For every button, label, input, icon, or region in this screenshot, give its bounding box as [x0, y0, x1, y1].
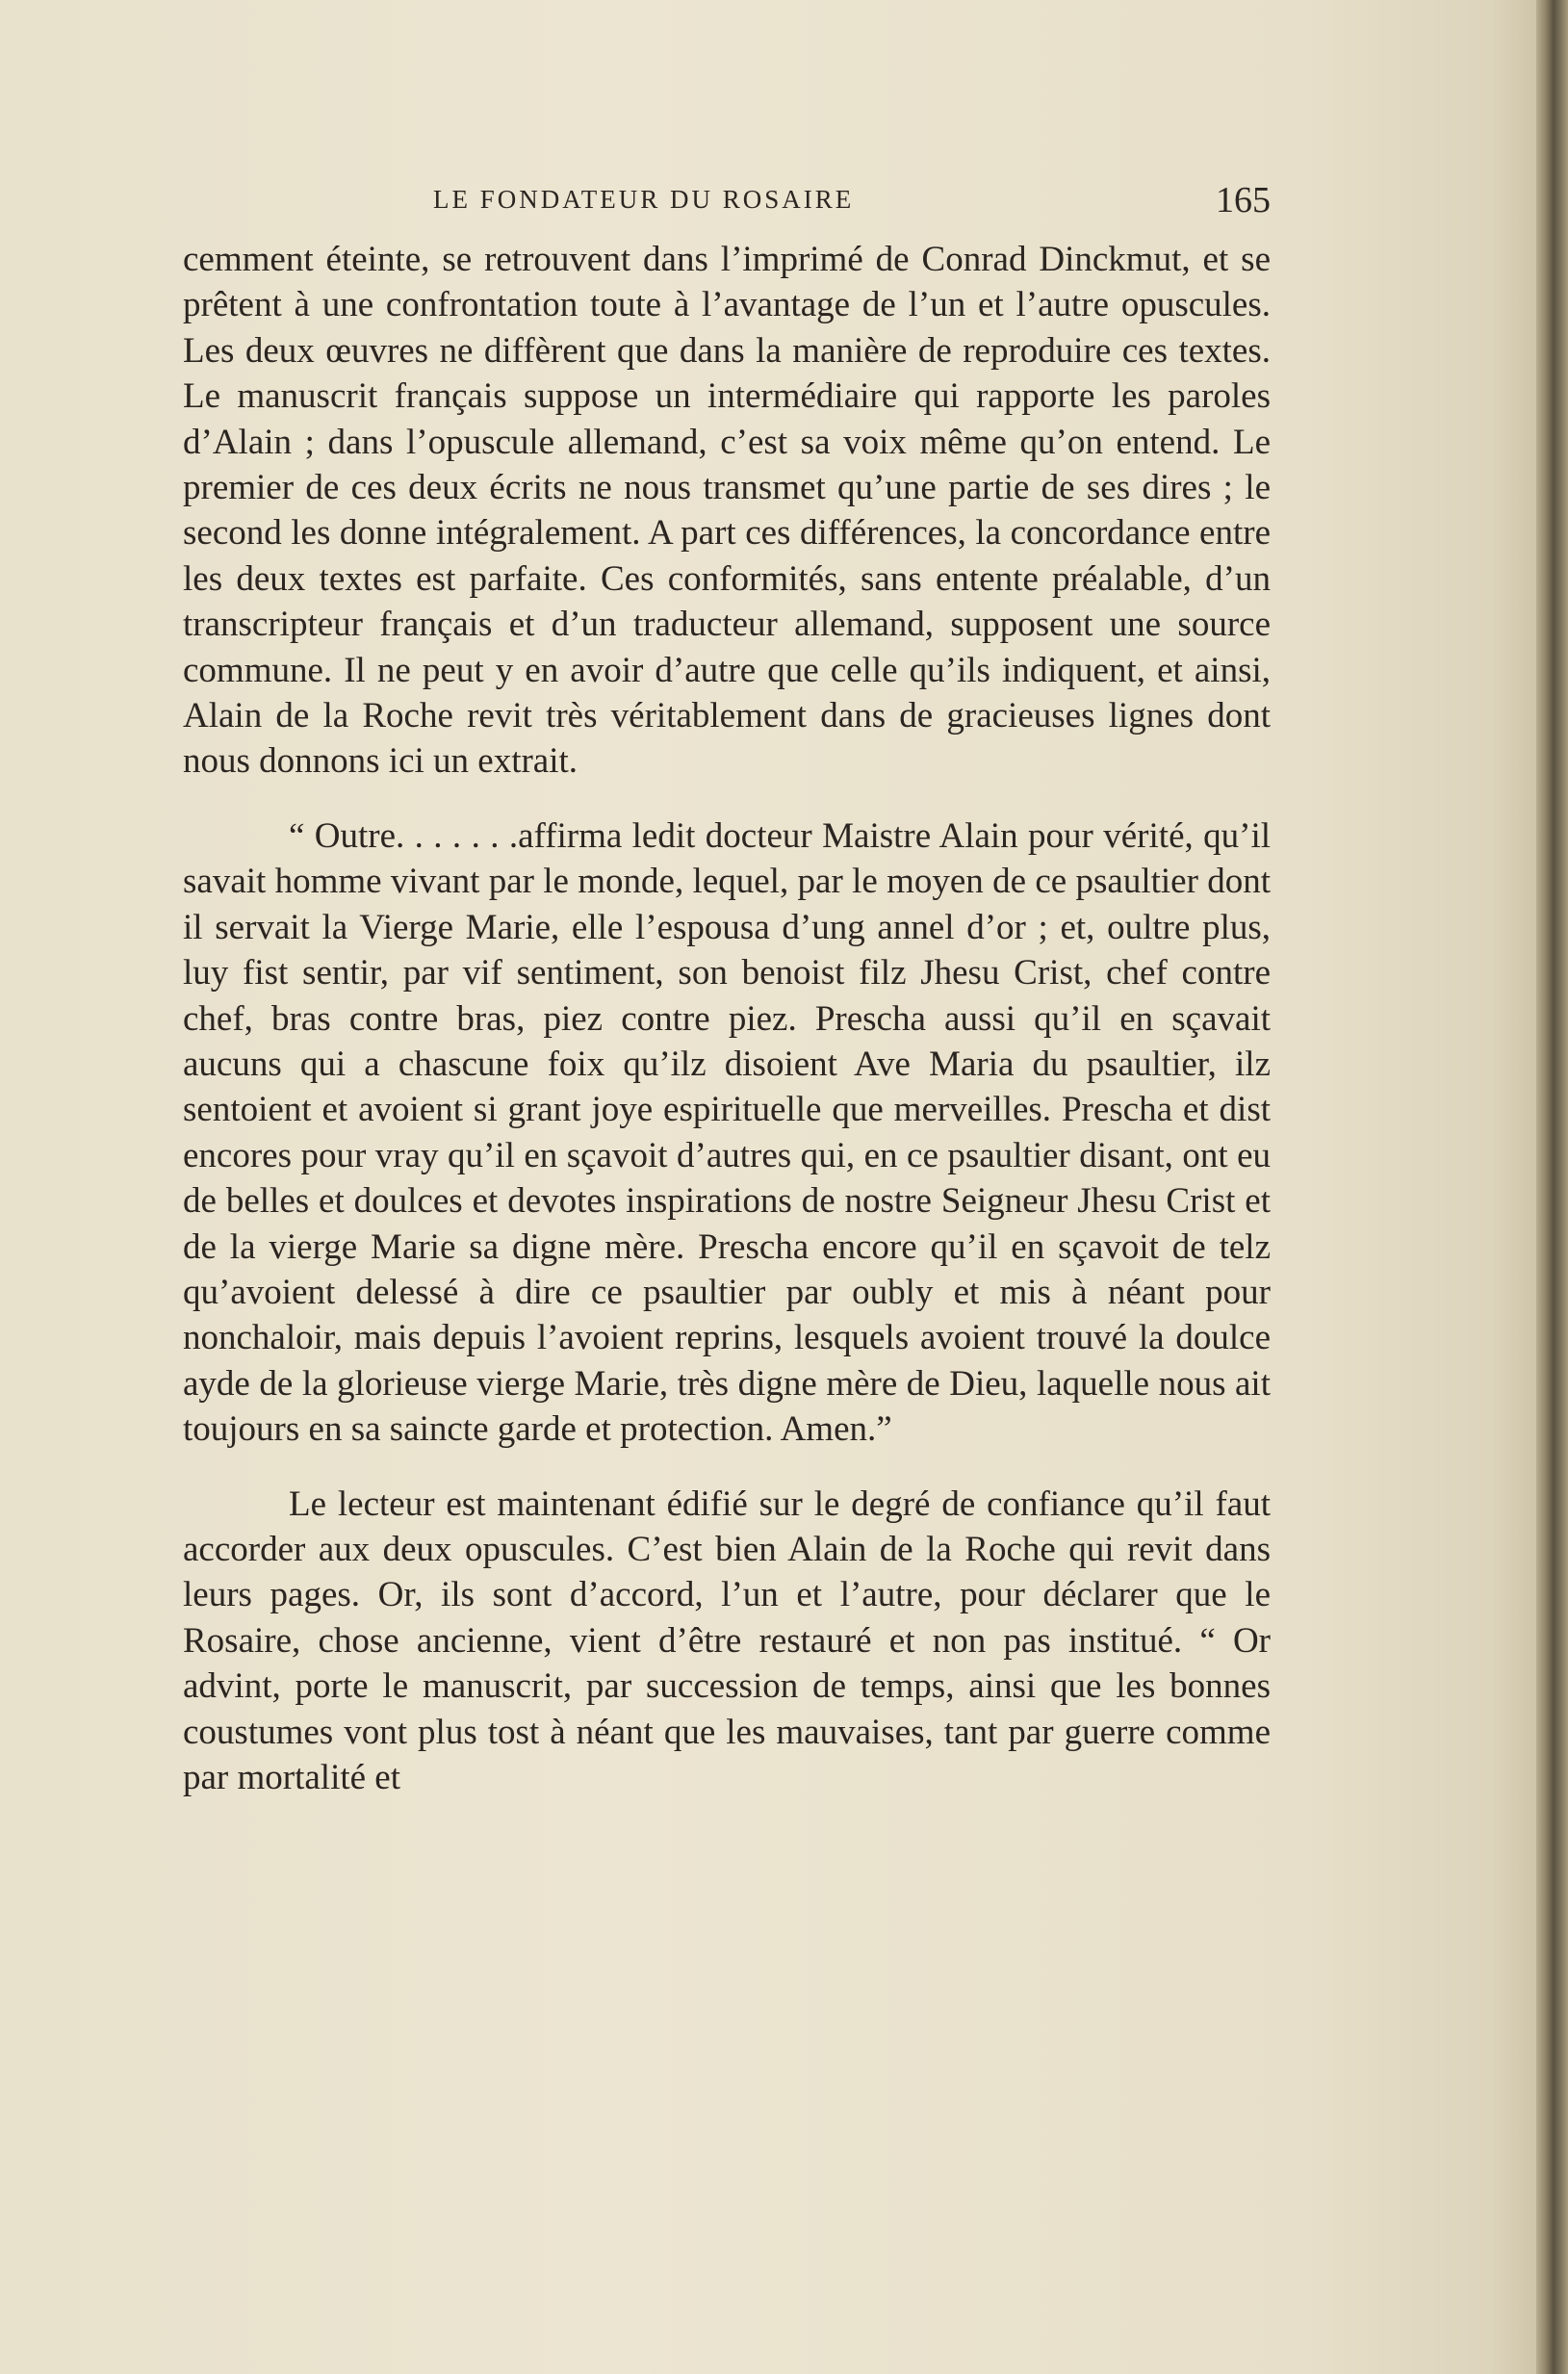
book-edge	[1536, 0, 1568, 2374]
paragraph: Le lecteur est maintenant édifié sur le degré de confiance qu’il faut accorder aux deux opuscules. C’est bien Alain de la Roche qui revit dans leurs pages. Or, ils sont d’accord, l’un et l’autre, pour déclarer que le Rosaire, chose ancienne, vient d’être restauré et non pas institué. “ Or advint, porte le manuscrit, par succession de temps, ainsi que les bonnes coustumes vont plus tost à néant que les mauvaises, tant par guerre comme par mortalité et	[183, 1484, 1271, 1797]
running-title: LE FONDATEUR DU ROSAIRE	[433, 185, 855, 214]
body-text	[183, 237, 1271, 1800]
page-number: 165	[1216, 180, 1271, 220]
paragraph: cemment éteinte, se retrouvent dans l’imprimé de Conrad Dinckmut, et se prêtent à une confrontation toute à l’avantage de l’un et l’autre opuscules. Les deux œuvres ne diffèrent que dans la manière de reproduire ces textes. Le manuscrit français suppose un intermédiaire qui rapporte les paroles d’Alain ; dans l’opuscule allemand, c’est sa voix même qu’on entend. Le premier de ces deux écrits ne nous transmet qu’une partie de ses dires ; le second les donne intégralement. A part ces différences, la concordance entre les deux textes est parfaite. Ces conformités, sans entente préalable, d’un transcripteur français et d’un traducteur allemand, supposent une source commune. Il ne peut y en avoir d’autre que celle qu’ils indiquent, et ainsi, Alain de la Roche revit très véritablement dans de gracieuses lignes dont nous donnons ici un extrait.	[183, 240, 1271, 782]
page-header	[183, 179, 1271, 227]
quoted-paragraph: “ Outre. . . . . . .affirma ledit docteur Maistre Alain pour vérité, qu’il savait homme vivant par le monde, lequel, par le moyen de ce psaultier dont il servait la Vierge Marie, elle l’espousa d’ung annel d’or ; et, oultre plus, luy fist sentir, par vif sentiment, son benoist filz Jhesu Crist, chef contre chef, bras contre bras, piez contre piez. Prescha aussi qu’il en sçavait aucuns qui a chascune foix qu’ilz disoient Ave Maria du psaultier, ilz sentoient et avoient si grant joye espirituelle que merveilles. Prescha et dist encores pour vray qu’il en sçavoit d’autres qui, en ce psaultier disant, ont eu de belles et doulces et devotes inspirations de nostre Seigneur Jhesu Crist et de la vierge Marie sa digne mère. Prescha encore qu’il en sçavoit de telz qu’avoient delessé à dire ce psaultier par oubly et mis à néant pour nonchaloir, mais depuis l’avoient reprins, lesquels avoient trouvé la doulce ayde de la glorieuse vierge Marie, très digne mère de Dieu, laquelle nous ait toujours en sa saincte garde et protection. Amen.”	[183, 815, 1271, 1450]
